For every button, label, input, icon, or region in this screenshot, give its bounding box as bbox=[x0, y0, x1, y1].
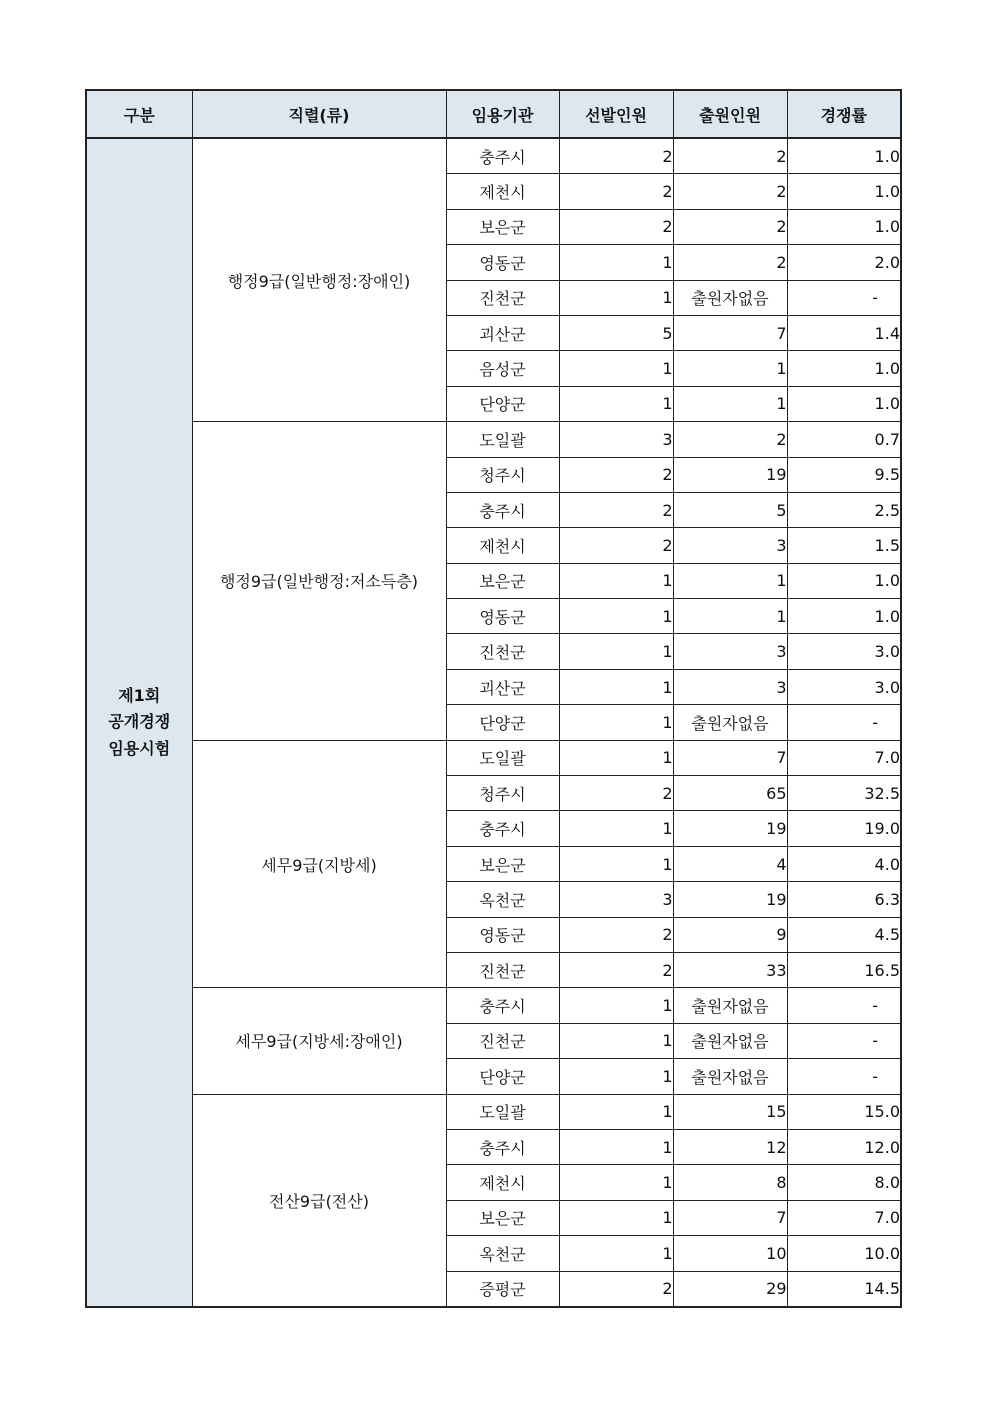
position-cell: 세무9급(지방세:장애인) bbox=[192, 988, 446, 1094]
selected-cell: 1 bbox=[559, 1200, 673, 1235]
position-cell: 행정9급(일반행정:장애인) bbox=[192, 138, 446, 422]
rate-cell: 16.5 bbox=[787, 952, 901, 987]
rate-cell: 19.0 bbox=[787, 811, 901, 846]
agency-cell: 단양군 bbox=[446, 705, 559, 740]
applied-cell: 7 bbox=[673, 315, 787, 350]
selected-cell: 2 bbox=[559, 174, 673, 209]
selected-cell: 2 bbox=[559, 138, 673, 174]
agency-cell: 진천군 bbox=[446, 280, 559, 315]
agency-cell: 영동군 bbox=[446, 917, 559, 952]
header-rate: 경쟁률 bbox=[787, 90, 901, 138]
agency-cell: 청주시 bbox=[446, 457, 559, 492]
rate-cell: - bbox=[787, 988, 901, 1023]
selected-cell: 2 bbox=[559, 917, 673, 952]
selected-cell: 1 bbox=[559, 1023, 673, 1058]
applied-cell: 1 bbox=[673, 563, 787, 598]
rate-cell: 6.3 bbox=[787, 882, 901, 917]
applied-cell: 4 bbox=[673, 846, 787, 881]
selected-cell: 1 bbox=[559, 705, 673, 740]
applied-cell: 19 bbox=[673, 882, 787, 917]
rate-cell: - bbox=[787, 705, 901, 740]
applied-cell: 7 bbox=[673, 740, 787, 775]
selected-cell: 1 bbox=[559, 1165, 673, 1200]
header-position: 직렬(류) bbox=[192, 90, 446, 138]
selected-cell: 3 bbox=[559, 882, 673, 917]
applied-cell: 33 bbox=[673, 952, 787, 987]
selected-cell: 1 bbox=[559, 846, 673, 881]
applied-cell: 10 bbox=[673, 1236, 787, 1271]
exam-category-line3: 임용시험 bbox=[108, 738, 171, 758]
rate-cell: 10.0 bbox=[787, 1236, 901, 1271]
rate-cell: 1.0 bbox=[787, 599, 901, 634]
header-category: 구분 bbox=[86, 90, 192, 138]
agency-cell: 도일괄 bbox=[446, 422, 559, 457]
exam-category-line2: 공개경쟁 bbox=[108, 712, 171, 732]
agency-cell: 단양군 bbox=[446, 386, 559, 421]
selected-cell: 3 bbox=[559, 422, 673, 457]
agency-cell: 도일괄 bbox=[446, 1094, 559, 1129]
applied-cell: 15 bbox=[673, 1094, 787, 1129]
agency-cell: 음성군 bbox=[446, 351, 559, 386]
applied-cell: 29 bbox=[673, 1271, 787, 1307]
applied-cell: 19 bbox=[673, 457, 787, 492]
rate-cell: 3.0 bbox=[787, 669, 901, 704]
rate-cell: 14.5 bbox=[787, 1271, 901, 1307]
applied-cell: 2 bbox=[673, 138, 787, 174]
selected-cell: 2 bbox=[559, 952, 673, 987]
agency-cell: 보은군 bbox=[446, 846, 559, 881]
header-selected: 선발인원 bbox=[559, 90, 673, 138]
selected-cell: 1 bbox=[559, 988, 673, 1023]
table-row bbox=[86, 1094, 901, 1129]
rate-cell: 1.0 bbox=[787, 138, 901, 174]
applied-cell: 출원자없음 bbox=[673, 1059, 787, 1094]
agency-cell: 증평군 bbox=[446, 1271, 559, 1307]
rate-cell: 1.0 bbox=[787, 386, 901, 421]
rate-cell: 9.5 bbox=[787, 457, 901, 492]
applied-cell: 3 bbox=[673, 634, 787, 669]
applied-cell: 2 bbox=[673, 245, 787, 280]
rate-cell: 1.0 bbox=[787, 174, 901, 209]
agency-cell: 진천군 bbox=[446, 952, 559, 987]
selected-cell: 1 bbox=[559, 280, 673, 315]
agency-cell: 단양군 bbox=[446, 1059, 559, 1094]
agency-cell: 영동군 bbox=[446, 245, 559, 280]
agency-cell: 진천군 bbox=[446, 1023, 559, 1058]
table-row bbox=[86, 422, 901, 457]
applied-cell: 1 bbox=[673, 599, 787, 634]
agency-cell: 충주시 bbox=[446, 1129, 559, 1164]
rate-cell: 2.0 bbox=[787, 245, 901, 280]
applied-cell: 9 bbox=[673, 917, 787, 952]
rate-cell: 1.0 bbox=[787, 563, 901, 598]
applied-cell: 출원자없음 bbox=[673, 280, 787, 315]
rate-cell: 7.0 bbox=[787, 1200, 901, 1235]
applied-cell: 3 bbox=[673, 528, 787, 563]
applied-cell: 12 bbox=[673, 1129, 787, 1164]
applied-cell: 65 bbox=[673, 776, 787, 811]
agency-cell: 진천군 bbox=[446, 634, 559, 669]
applied-cell: 3 bbox=[673, 669, 787, 704]
applied-cell: 19 bbox=[673, 811, 787, 846]
selected-cell: 1 bbox=[559, 563, 673, 598]
rate-cell: 12.0 bbox=[787, 1129, 901, 1164]
rate-cell: 1.5 bbox=[787, 528, 901, 563]
applied-cell: 2 bbox=[673, 422, 787, 457]
selected-cell: 2 bbox=[559, 1271, 673, 1307]
table-body bbox=[86, 138, 901, 1307]
agency-cell: 보은군 bbox=[446, 563, 559, 598]
rate-cell: - bbox=[787, 280, 901, 315]
agency-cell: 괴산군 bbox=[446, 315, 559, 350]
position-cell: 전산9급(전산) bbox=[192, 1094, 446, 1307]
applied-cell: 출원자없음 bbox=[673, 1023, 787, 1058]
selected-cell: 2 bbox=[559, 776, 673, 811]
rate-cell: 1.4 bbox=[787, 315, 901, 350]
selected-cell: 1 bbox=[559, 245, 673, 280]
rate-cell: 7.0 bbox=[787, 740, 901, 775]
agency-cell: 도일괄 bbox=[446, 740, 559, 775]
selected-cell: 2 bbox=[559, 492, 673, 527]
rate-cell: 4.5 bbox=[787, 917, 901, 952]
applied-cell: 2 bbox=[673, 174, 787, 209]
selected-cell: 5 bbox=[559, 315, 673, 350]
selected-cell: 1 bbox=[559, 351, 673, 386]
header-applied: 출원인원 bbox=[673, 90, 787, 138]
rate-cell: 8.0 bbox=[787, 1165, 901, 1200]
selected-cell: 1 bbox=[559, 599, 673, 634]
agency-cell: 영동군 bbox=[446, 599, 559, 634]
selected-cell: 1 bbox=[559, 811, 673, 846]
table-row bbox=[86, 988, 901, 1023]
selected-cell: 1 bbox=[559, 1129, 673, 1164]
table-row bbox=[86, 138, 901, 174]
rate-cell: - bbox=[787, 1023, 901, 1058]
rate-cell: - bbox=[787, 1059, 901, 1094]
agency-cell: 옥천군 bbox=[446, 882, 559, 917]
applied-cell: 7 bbox=[673, 1200, 787, 1235]
agency-cell: 충주시 bbox=[446, 492, 559, 527]
position-cell: 행정9급(일반행정:저소득층) bbox=[192, 422, 446, 741]
agency-cell: 옥천군 bbox=[446, 1236, 559, 1271]
selected-cell: 1 bbox=[559, 386, 673, 421]
agency-cell: 괴산군 bbox=[446, 669, 559, 704]
rate-cell: 32.5 bbox=[787, 776, 901, 811]
selected-cell: 2 bbox=[559, 209, 673, 244]
agency-cell: 충주시 bbox=[446, 811, 559, 846]
competition-rate-table bbox=[85, 89, 902, 1308]
rate-cell: 3.0 bbox=[787, 634, 901, 669]
agency-cell: 보은군 bbox=[446, 209, 559, 244]
header-agency: 임용기관 bbox=[446, 90, 559, 138]
agency-cell: 제천시 bbox=[446, 1165, 559, 1200]
rate-cell: 0.7 bbox=[787, 422, 901, 457]
rate-cell: 1.0 bbox=[787, 351, 901, 386]
rate-cell: 15.0 bbox=[787, 1094, 901, 1129]
selected-cell: 1 bbox=[559, 1236, 673, 1271]
agency-cell: 제천시 bbox=[446, 528, 559, 563]
applied-cell: 8 bbox=[673, 1165, 787, 1200]
selected-cell: 2 bbox=[559, 457, 673, 492]
exam-category-cell bbox=[86, 138, 192, 1307]
applied-cell: 출원자없음 bbox=[673, 705, 787, 740]
rate-cell: 4.0 bbox=[787, 846, 901, 881]
header-row bbox=[86, 90, 901, 138]
applied-cell: 1 bbox=[673, 386, 787, 421]
agency-cell: 청주시 bbox=[446, 776, 559, 811]
applied-cell: 2 bbox=[673, 209, 787, 244]
exam-category-line1: 제1회 bbox=[118, 685, 161, 705]
rate-cell: 2.5 bbox=[787, 492, 901, 527]
selected-cell: 2 bbox=[559, 528, 673, 563]
applied-cell: 출원자없음 bbox=[673, 988, 787, 1023]
agency-cell: 충주시 bbox=[446, 138, 559, 174]
selected-cell: 1 bbox=[559, 1059, 673, 1094]
applied-cell: 1 bbox=[673, 351, 787, 386]
rate-cell: 1.0 bbox=[787, 209, 901, 244]
agency-cell: 보은군 bbox=[446, 1200, 559, 1235]
position-cell: 세무9급(지방세) bbox=[192, 740, 446, 988]
selected-cell: 1 bbox=[559, 669, 673, 704]
selected-cell: 1 bbox=[559, 740, 673, 775]
selected-cell: 1 bbox=[559, 634, 673, 669]
agency-cell: 충주시 bbox=[446, 988, 559, 1023]
applied-cell: 5 bbox=[673, 492, 787, 527]
selected-cell: 1 bbox=[559, 1094, 673, 1129]
agency-cell: 제천시 bbox=[446, 174, 559, 209]
table-row bbox=[86, 740, 901, 775]
